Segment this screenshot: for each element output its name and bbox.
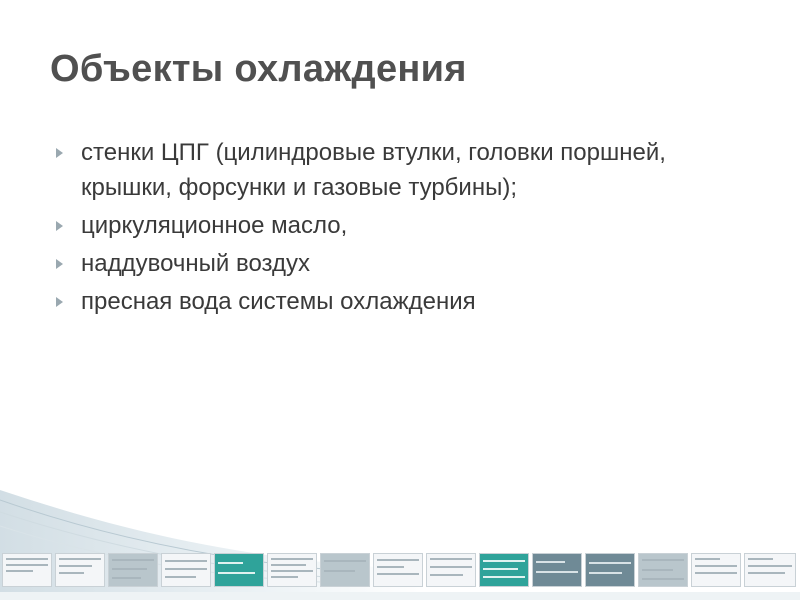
slide-thumbnail[interactable] xyxy=(55,553,105,587)
bullet-item xyxy=(54,135,704,205)
bullet-text: циркуляционное масло, xyxy=(81,212,348,239)
slide-thumbnail[interactable] xyxy=(267,553,317,587)
slide-thumbnail[interactable] xyxy=(532,553,582,587)
slide-thumbnail[interactable] xyxy=(585,553,635,587)
slide-thumbnail[interactable] xyxy=(744,553,796,587)
slide-thumbnail[interactable] xyxy=(108,553,158,587)
slide-thumbnail[interactable] xyxy=(426,553,476,587)
triangle-bullet-icon xyxy=(56,297,63,307)
slide-thumbnail[interactable] xyxy=(373,553,423,587)
bullet-text: пресная вода системы охлаждения xyxy=(81,288,476,315)
slide-thumbnail[interactable] xyxy=(2,553,52,587)
slide-thumbnail[interactable] xyxy=(320,553,370,587)
slide-thumbnail[interactable] xyxy=(691,553,741,587)
bullet-item xyxy=(54,246,704,281)
triangle-bullet-icon xyxy=(56,221,63,231)
bullet-text: наддувочный воздух xyxy=(81,250,311,277)
bullet-text: стенки ЦПГ (цилиндровые втулки, головки поршней, крышки, форсунки и газовые турбины); xyxy=(81,139,666,201)
bullet-item xyxy=(54,284,704,319)
bullet-item xyxy=(54,208,704,243)
slide-title: Объекты охлаждения xyxy=(50,48,467,90)
slide-thumbnail[interactable] xyxy=(638,553,688,587)
triangle-bullet-icon xyxy=(56,259,63,269)
triangle-bullet-icon xyxy=(56,148,63,158)
slide-thumbnail[interactable] xyxy=(479,553,529,587)
slide-thumbnail[interactable] xyxy=(161,553,211,587)
slide-thumbnail-strip xyxy=(0,553,800,587)
bullet-list xyxy=(54,135,704,322)
slide-thumbnail[interactable] xyxy=(214,553,264,587)
